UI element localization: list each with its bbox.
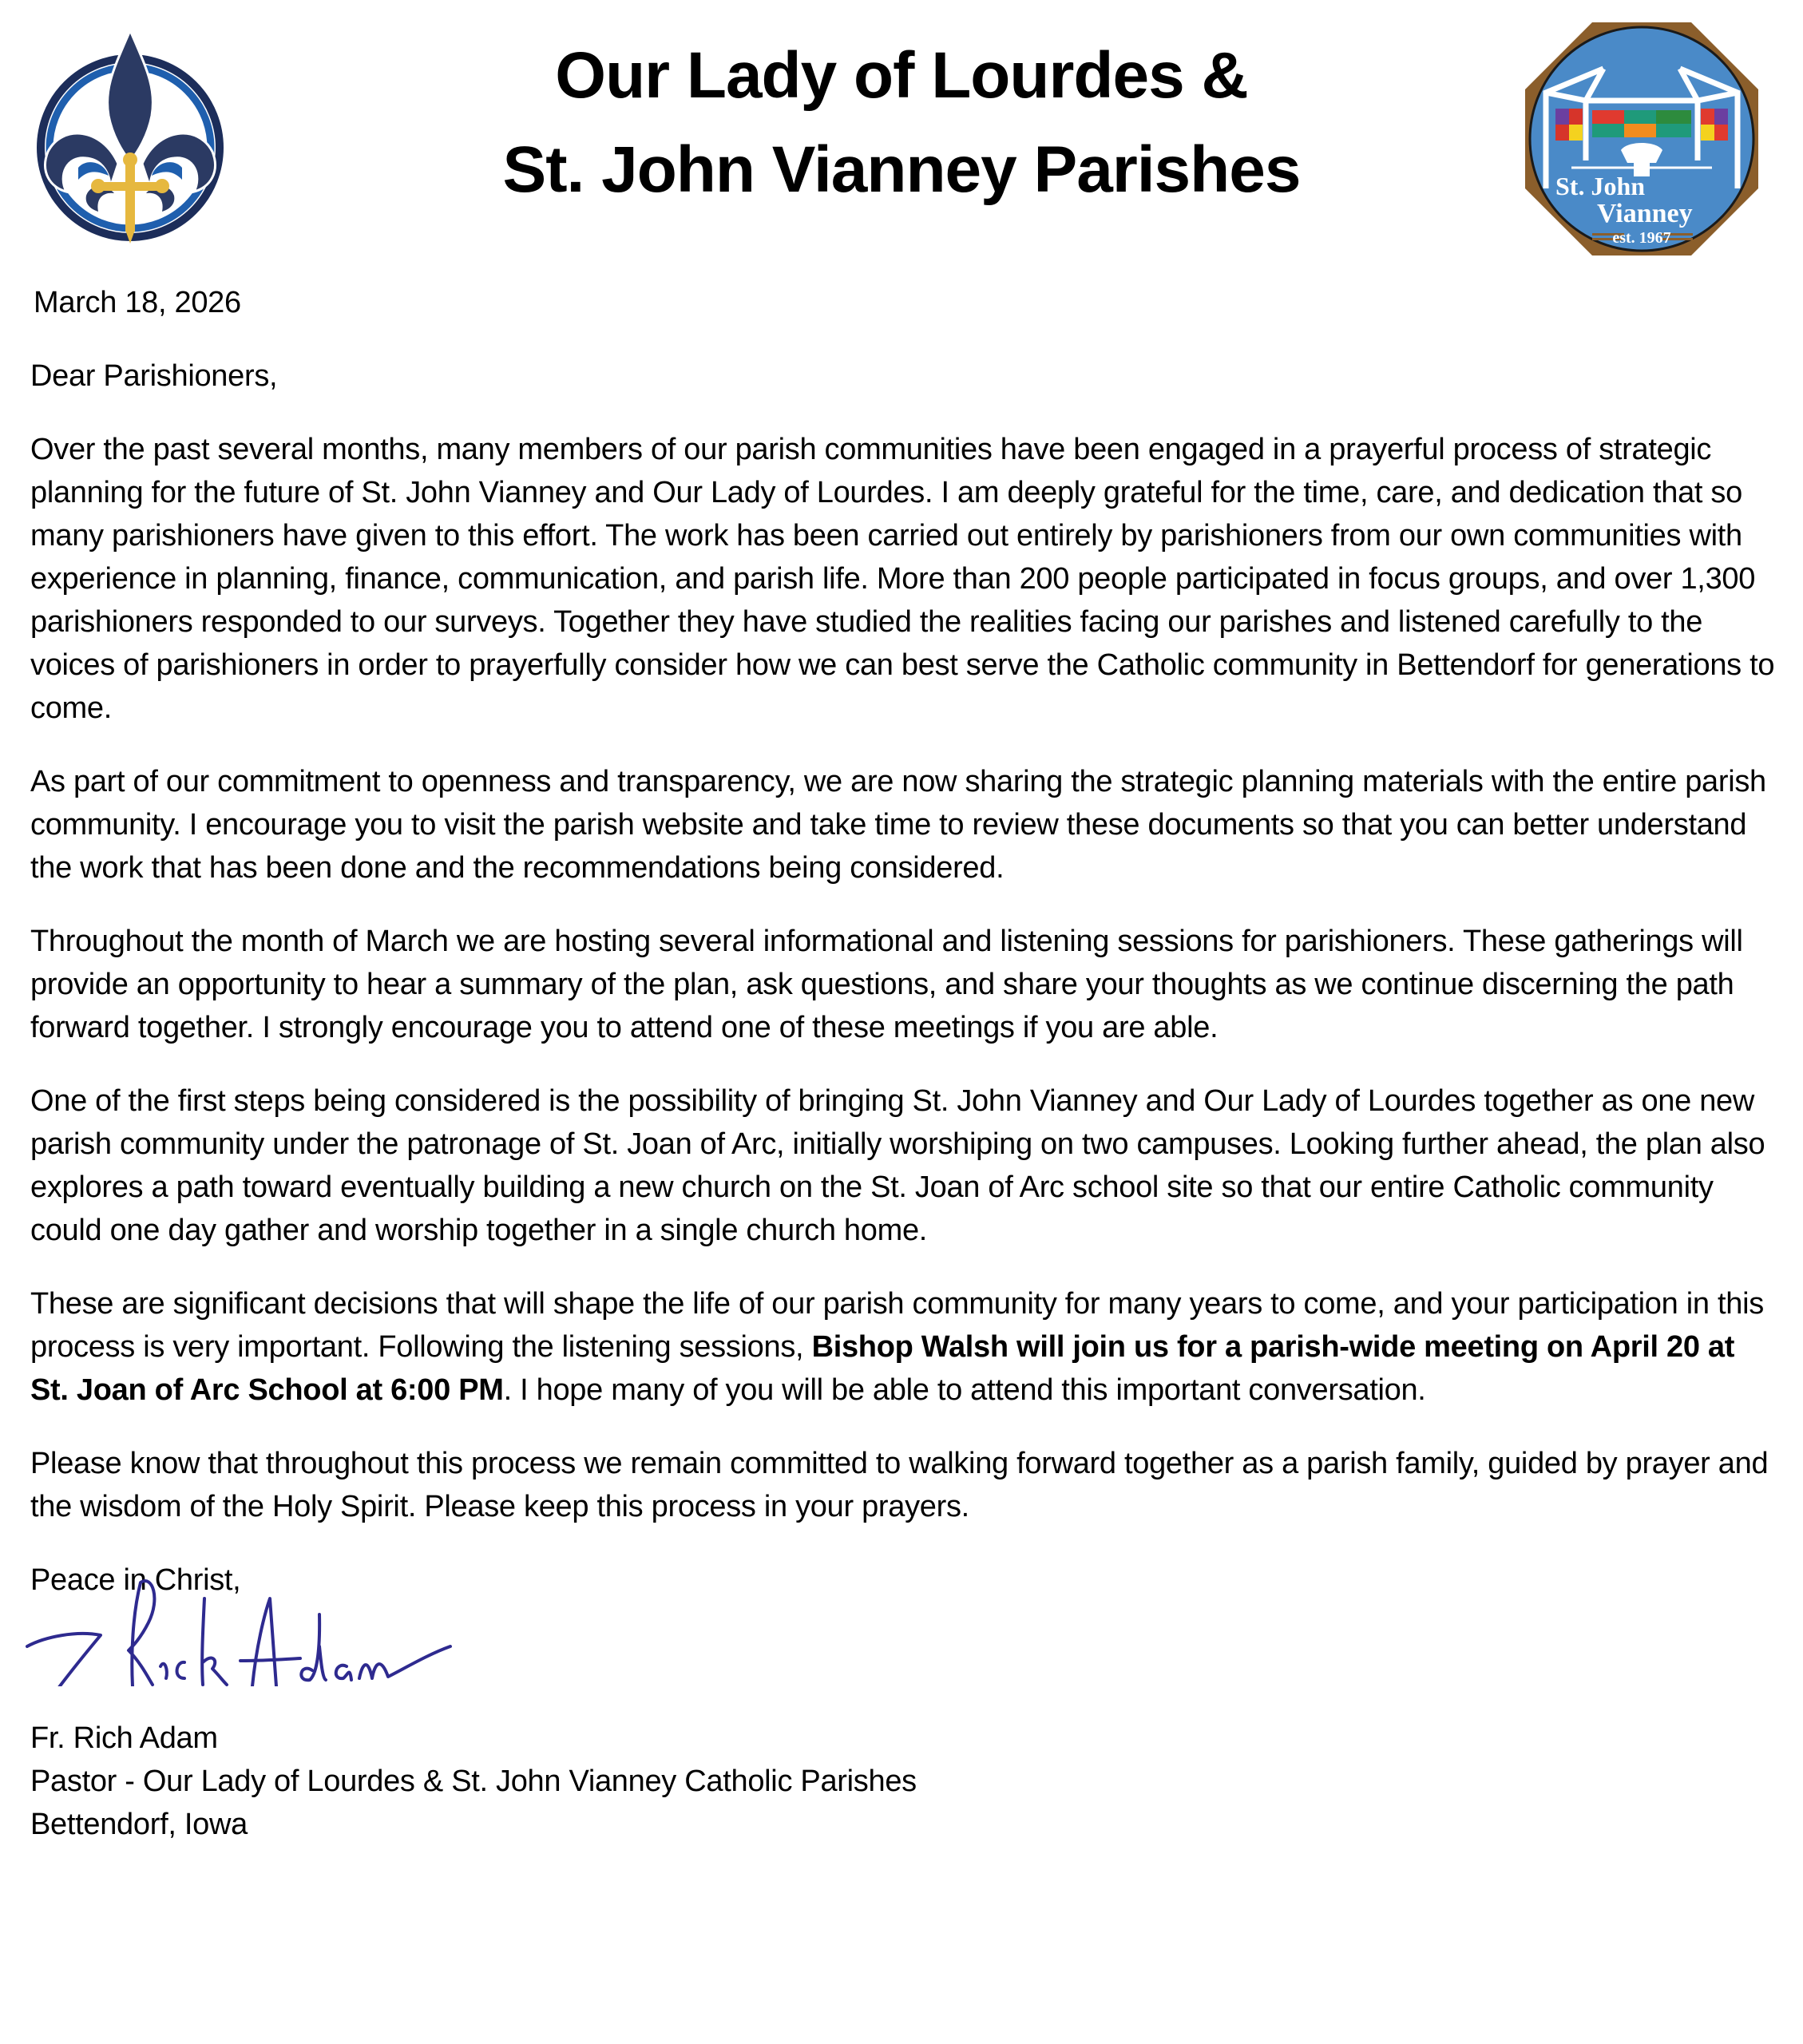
closing-block xyxy=(30,1559,1779,1717)
closing-salutation: Peace in Christ, xyxy=(30,1563,241,1597)
paragraph-new-parish: One of the first steps being considered is the possibility of bringing St. John Vianney and Our Lady of Lourdes together as one new parish community under the patronage of St. Joan of Arc, initially worshiping on two campuses. Looking further ahead, the plan also explores a path toward eventually building a new church on the St. Joan of Arc school site so that our entire Catholic community could one day gather and worship together in a single church home. xyxy=(30,1084,1765,1247)
logo-text-established: est. 1967 xyxy=(1612,229,1671,247)
paragraph-transparency: As part of our commitment to openness and transparency, we are now sharing the strategic planning materials with the entire parish community. I encourage you to visit the parish website and take time to review these documents so that you can better understand the work that has been done and the recommendations being considered. xyxy=(30,765,1766,885)
bishop-meeting-highlight: Bishop Walsh will join us for a parish-wide meeting on April 20 at St. Joan of Arc School at 6:00 PM xyxy=(30,1330,1735,1407)
paragraph-prayer: Please know that throughout this process we remain committed to walking forward together as a parish family, guided by prayer and the wisdom of the Holy Spirit. Please keep this process in your prayers. xyxy=(30,1447,1769,1523)
title-line-2: St. John Vianney Parishes xyxy=(502,133,1301,206)
title-line-1: Our Lady of Lourdes & xyxy=(555,39,1248,112)
signature-icon xyxy=(13,1567,460,1686)
letter-body xyxy=(30,281,1779,1846)
letter-greeting: Dear Parishioners, xyxy=(30,359,278,393)
paragraph-bishop-meeting-intro: These are significant decisions that will shape the life of our parish community for many years to come, and your participation in this process is very important. Following the listening sessions, xyxy=(30,1287,1764,1364)
logo-text-st-john: St. John xyxy=(1555,172,1646,200)
st-john-vianney-logo-icon xyxy=(1524,21,1760,257)
letterhead-title xyxy=(319,29,1484,217)
paragraph-bishop-meeting-outro: . I hope many of you will be able to attend this important conversation. xyxy=(503,1373,1426,1407)
fleur-de-lis-logo-icon xyxy=(30,24,230,248)
signer-location: Bettendorf, Iowa xyxy=(30,1808,248,1841)
paragraph-strategic-planning: Over the past several months, many members of our parish communities have been engaged in a prayerful process of strategic planning for the future of St. John Vianney and Our Lady of Lourdes. I am deeply grateful for the time, care, and dedication that so many parishioners have given to this effort. The work has been carried out entirely by parishioners from our own communities with experience in planning, finance, communication, and parish life. More than 200 people participated in focus groups, and over 1,300 parishioners responded to our surveys. Together they have studied the realities facing our parishes and listened carefully to the voices of parishioners in order to prayerfully consider how we can best serve the Catholic community in Bettendorf for generations to come. xyxy=(30,433,1775,725)
signer-block xyxy=(30,1717,1779,1846)
letter-date: March 18, 2026 xyxy=(34,286,241,319)
signer-title: Pastor - Our Lady of Lourdes & St. John Vianney Catholic Parishes xyxy=(30,1765,917,1798)
logo-text-vianney: Vianney xyxy=(1597,199,1693,228)
paragraph-bishop-meeting xyxy=(30,1282,1779,1412)
signer-name: Fr. Rich Adam xyxy=(30,1721,218,1755)
paragraph-listening-sessions: Throughout the month of March we are hosting several informational and listening sessions for parishioners. These gatherings will provide an opportunity to hear a summary of the plan, ask questions, and share your thoughts as we continue discerning the path forward together. I strongly encourage you to attend one of these meetings if you are able. xyxy=(30,925,1743,1044)
